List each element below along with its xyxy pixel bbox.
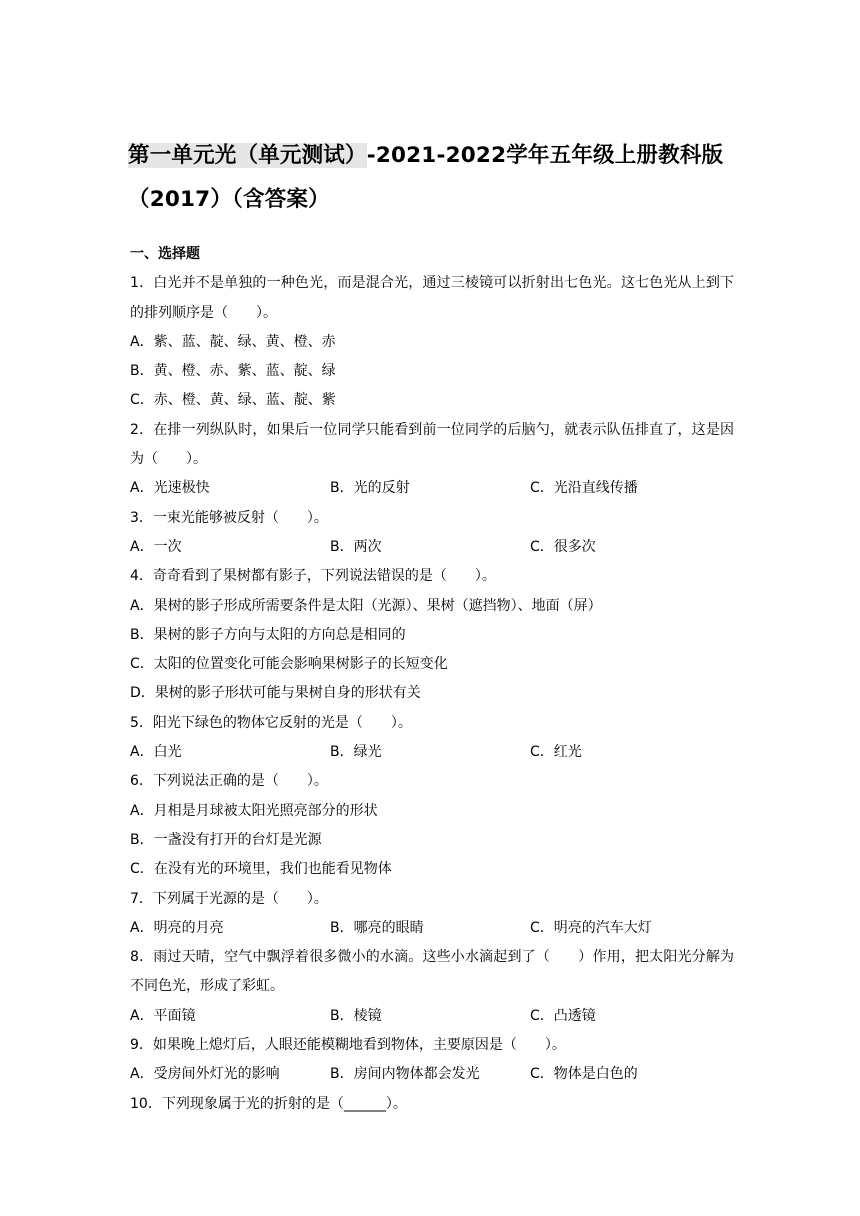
- document-title: [128, 134, 748, 222]
- answer-option: B．两次: [330, 538, 382, 555]
- options-row: [130, 533, 734, 562]
- question-text: 7．下列属于光源的是（ ）。: [130, 890, 328, 907]
- document-content: [130, 240, 734, 1119]
- answer-option: A．白光: [130, 744, 182, 761]
- answer-option: B．棱镜: [330, 1007, 382, 1024]
- answer-option: A．受房间外灯光的影响: [130, 1066, 280, 1083]
- options-row: [130, 474, 734, 503]
- answer-option: C．太阳的位置变化可能会影响果树影子的长短变化: [130, 656, 448, 673]
- answer-option: B．光的反射: [330, 480, 410, 497]
- question-text: 5．阳光下绿色的物体它反射的光是（ ）。: [130, 714, 412, 731]
- answer-option: D．果树的影子形状可能与果树自身的形状有关: [130, 685, 421, 702]
- answer-option: B．果树的影子方向与太阳的方向总是相同的: [130, 626, 406, 643]
- options-row: [130, 1002, 734, 1031]
- answer-option: C．明亮的汽车大灯: [530, 919, 652, 936]
- question-text: 2．在排一列纵队时，如果后一位同学只能看到前一位同学的后脑勺，就表示队伍排直了，这是因为（ ）。: [130, 421, 734, 468]
- question-text: 9．如果晚上熄灯后，人眼还能模糊地看到物体，主要原因是（ ）。: [130, 1037, 566, 1054]
- options-row: [130, 1060, 734, 1089]
- answer-option: A．明亮的月亮: [130, 919, 224, 936]
- answer-option: C．光沿直线传播: [530, 480, 638, 497]
- question-text: 3．一束光能够被反射（ ）。: [130, 509, 328, 526]
- answer-option: A．一次: [130, 538, 182, 555]
- question-text: 10．下列现象属于光的折射的是（______）。: [130, 1095, 407, 1112]
- answer-option: C．赤、橙、黄、绿、蓝、靛、紫: [130, 392, 336, 409]
- question-text: 1．白光并不是单独的一种色光，而是混合光，通过三棱镜可以折射出七色光。这七色光从上到下的排列顺序是（ ）。: [130, 275, 734, 321]
- answer-option: A．月相是月球被太阳光照亮部分的形状: [130, 802, 378, 819]
- answer-option: B．黄、橙、赤、紫、蓝、靛、绿: [130, 363, 336, 380]
- answer-option: A．紫、蓝、靛、绿、黄、橙、赤: [130, 333, 336, 350]
- title-rest: -2021-2022学年五年级上册教科版（2017）（含答案）: [128, 143, 724, 212]
- answer-option: B．一盏没有打开的台灯是光源: [130, 831, 322, 848]
- answer-option: A．光速极快: [130, 480, 210, 497]
- answer-option: A．平面镜: [130, 1007, 196, 1024]
- section-heading: 一、选择题: [130, 246, 200, 262]
- answer-option: C．红光: [530, 744, 582, 761]
- question-text: 4．奇奇看到了果树都有影子，下列说法错误的是（ ）。: [130, 568, 496, 585]
- title-highlight: 第一单元光（单元测试）: [128, 143, 367, 168]
- answer-option: C．物体是白色的: [530, 1066, 638, 1083]
- options-row: [130, 914, 734, 943]
- answer-option: B．哪亮的眼睛: [330, 919, 424, 936]
- answer-option: A．果树的影子形成所需要条件是太阳（光源）、果树（遮挡物）、地面（屏）: [130, 597, 602, 614]
- question-text: 6．下列说法正确的是（ ）。: [130, 773, 328, 790]
- answer-option: C．在没有光的环境里，我们也能看见物体: [130, 861, 392, 878]
- question-text: 8．雨过天晴，空气中飘浮着很多微小的水滴。这些小水滴起到了（ ）作用，把太阳光分解为不同色光，形成了彩虹。: [130, 949, 734, 995]
- answer-option: B．房间内物体都会发光: [330, 1066, 480, 1083]
- answer-option: C．很多次: [530, 538, 596, 555]
- answer-option: C．凸透镜: [530, 1007, 596, 1024]
- answer-option: B．绿光: [330, 744, 382, 761]
- options-row: [130, 738, 734, 767]
